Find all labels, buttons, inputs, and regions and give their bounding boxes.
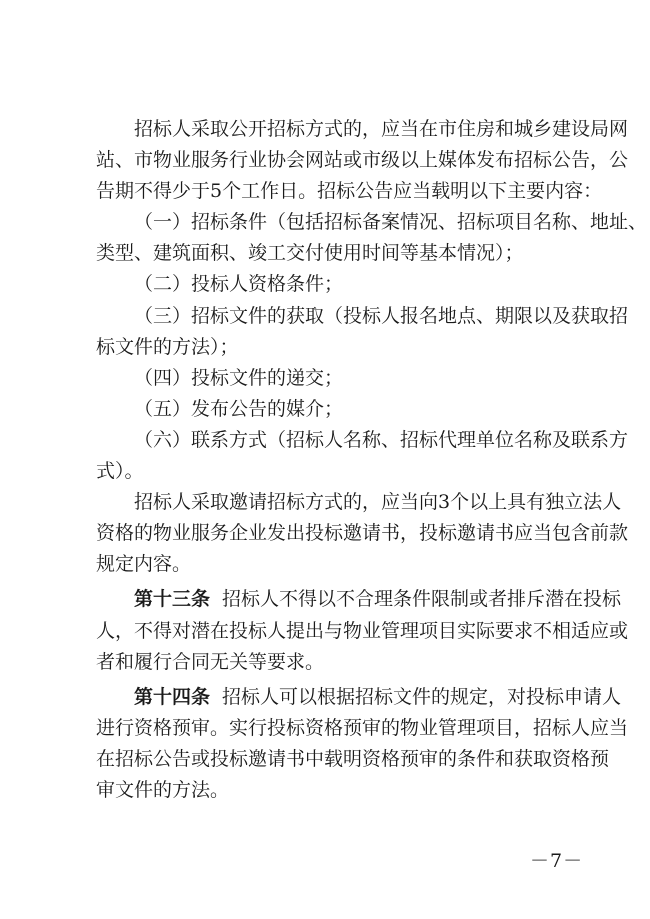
text-line: 式）。 [96,460,144,483]
text-line: 站、市物业服务行业协会网站或市级以上媒体发布招标公告，公 [96,149,629,172]
text-line: 进行资格预审。实行投标资格预审的物业管理项目，招标人应当 [96,716,629,739]
text-line: 在招标公告或投标邀请书中载明资格预审的条件和获取资格预 [96,747,610,770]
text-line: 告期不得少于5个工作日。招标公告应当载明以下主要内容： [96,180,603,203]
text-line: 规定内容。 [96,553,192,576]
article-14-first-line [96,682,622,713]
document-body [96,114,648,806]
text-line: （五）发布公告的媒介； [134,397,344,420]
text-line: 招标人采取公开招标方式的，应当在市住房和城乡建设局网 [134,118,629,140]
article-13-heading: 第十三条 [134,588,211,611]
text-line: 招标人采取邀请招标方式的，应当向3个以上具有独立法人 [134,491,622,514]
text-line: （三）招标文件的获取（投标人报名地点、期限以及获取招 [134,304,629,327]
text-line: 者和履行合同无关等要求。 [96,650,325,673]
text-line: （二）投标人资格条件； [134,273,344,296]
text-line: （六）联系方式（招标人名称、招标代理单位名称及联系方 [134,428,629,451]
text-line: 类型、建筑面积、竣工交付使用时间等基本情况）； [96,242,524,265]
text-line: （一）招标条件（包括招标备案情况、招标项目名称、地址、 [134,211,648,234]
text-line: 审文件的方法。 [96,778,230,801]
page-number: －7－ [530,850,584,872]
article-14-heading: 第十四条 [134,685,211,708]
article-13-text: 招标人不得以不合理条件限制或者排斥潜在投标 [222,588,622,611]
article-14-text: 招标人可以根据招标文件的规定，对投标申请人 [222,685,622,708]
text-line: 人，不得对潜在投标人提出与物业管理项目实际要求不相适应或 [96,619,629,642]
text-line: 资格的物业服务企业发出投标邀请书，投标邀请书应当包含前款 [96,522,629,545]
text-line: （四）投标文件的递交； [134,366,344,389]
article-13-first-line [96,584,622,615]
text-line: 标文件的方法）； [96,335,239,358]
